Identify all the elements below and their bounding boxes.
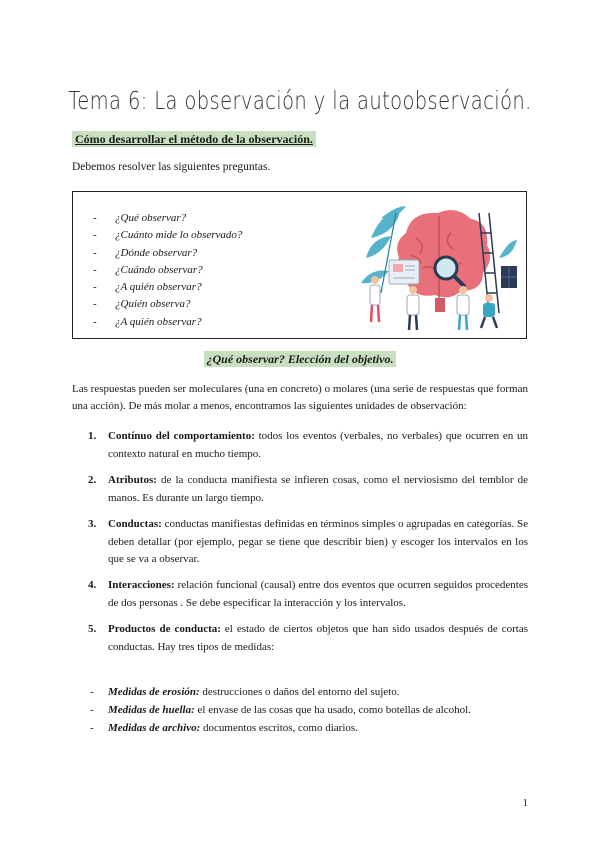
section-heading-text: Cómo desarrollar el método de la observación. — [72, 131, 316, 147]
unit-item — [90, 577, 528, 612]
measure-term: Medidas de huella: — [108, 704, 195, 716]
subheading — [0, 352, 600, 367]
measure-item — [90, 701, 471, 719]
question-item: - ¿Quién observa? — [93, 296, 242, 313]
unit-desc: todos los eventos (verbales, no verbales) que ocurren en un contexto natural en mucho tiempo. — [108, 430, 528, 460]
unit-desc: conductas manifiestas definidas en términos simples o agrupadas en categorías. Se deben detallar (por ejemplo, pegar se tiene que describir bien) y escoger los intervalos en los que se va a observar. — [108, 518, 528, 565]
question-item: - ¿A quién observar? — [93, 314, 242, 331]
scientist-figure-icon — [370, 276, 380, 322]
page-title: Tema 6: La observación y la autoobservación. — [68, 86, 532, 115]
unit-item — [90, 472, 528, 507]
unit-item — [90, 516, 528, 569]
measure-desc: destrucciones o daños del entorno del sujeto. — [199, 686, 400, 698]
brain-scientists-illustration — [351, 198, 521, 334]
page-number: 1 — [522, 797, 528, 809]
question-item: - ¿Cuánto mide lo observado? — [93, 227, 242, 244]
unit-term: Productos de conducta: — [108, 623, 221, 635]
measure-item — [90, 719, 471, 737]
unit-desc: el estado de ciertos objetos que han sido usados después de cortas conductas. Hay tres tipos de medidas: — [108, 623, 528, 653]
unit-term: Conductas: — [108, 518, 162, 530]
paragraph: Las respuestas pueden ser moleculares (una en concreto) o molares (una serie de respuestas que forman una acción). De más molar a menos, encontramos las siguientes unidades de observación: — [72, 383, 528, 412]
unit-term: Contínuo del comportamiento: — [108, 430, 255, 442]
unit-term: Interacciones: — [108, 579, 175, 591]
question-item: - ¿Dónde observar? — [93, 245, 242, 262]
question-item: - ¿Qué observar? — [93, 210, 242, 227]
unit-number: 4. — [88, 579, 97, 591]
unit-number: 5. — [88, 623, 97, 635]
unit-number: 1. — [88, 430, 97, 442]
subheading-text: ¿Qué observar? Elección del objetivo. — [204, 351, 397, 367]
unit-term: Atributos: — [108, 474, 157, 486]
unit-item — [90, 428, 528, 463]
scientist-figure-icon — [481, 294, 497, 328]
unit-desc: de la conducta manifiesta se infieren cosas, como el nerviosismo del temblor de manos. Es durante un largo tiempo. — [108, 474, 528, 504]
question-item: - ¿A quién observar? — [93, 279, 242, 296]
measure-term: Medidas de archivo: — [108, 722, 201, 734]
unit-number: 2. — [88, 474, 97, 486]
unit-number: 3. — [88, 518, 97, 530]
unit-desc: relación funcional (causal) entre dos eventos que ocurren seguidos procedentes de dos personas . Se debe especificar la interacción y los intervalos. — [108, 579, 528, 609]
measure-desc: el envase de las cosas que ha usado, como botellas de alcohol. — [194, 704, 471, 716]
question-item: - ¿Cuándo observar? — [93, 262, 242, 279]
solar-panel-icon — [501, 266, 517, 288]
measure-desc: documentos escritos, como diarios. — [200, 722, 358, 734]
screen-panel-icon — [389, 260, 419, 284]
intro-text: Debemos resolver las siguientes preguntas. — [72, 161, 271, 173]
questions-box — [72, 191, 527, 339]
unit-item — [90, 621, 528, 656]
section-heading — [72, 132, 316, 147]
measure-term: Medidas de erosión: — [108, 686, 200, 698]
measure-item — [90, 683, 471, 701]
measures-list — [90, 683, 471, 737]
questions-list — [93, 210, 242, 331]
